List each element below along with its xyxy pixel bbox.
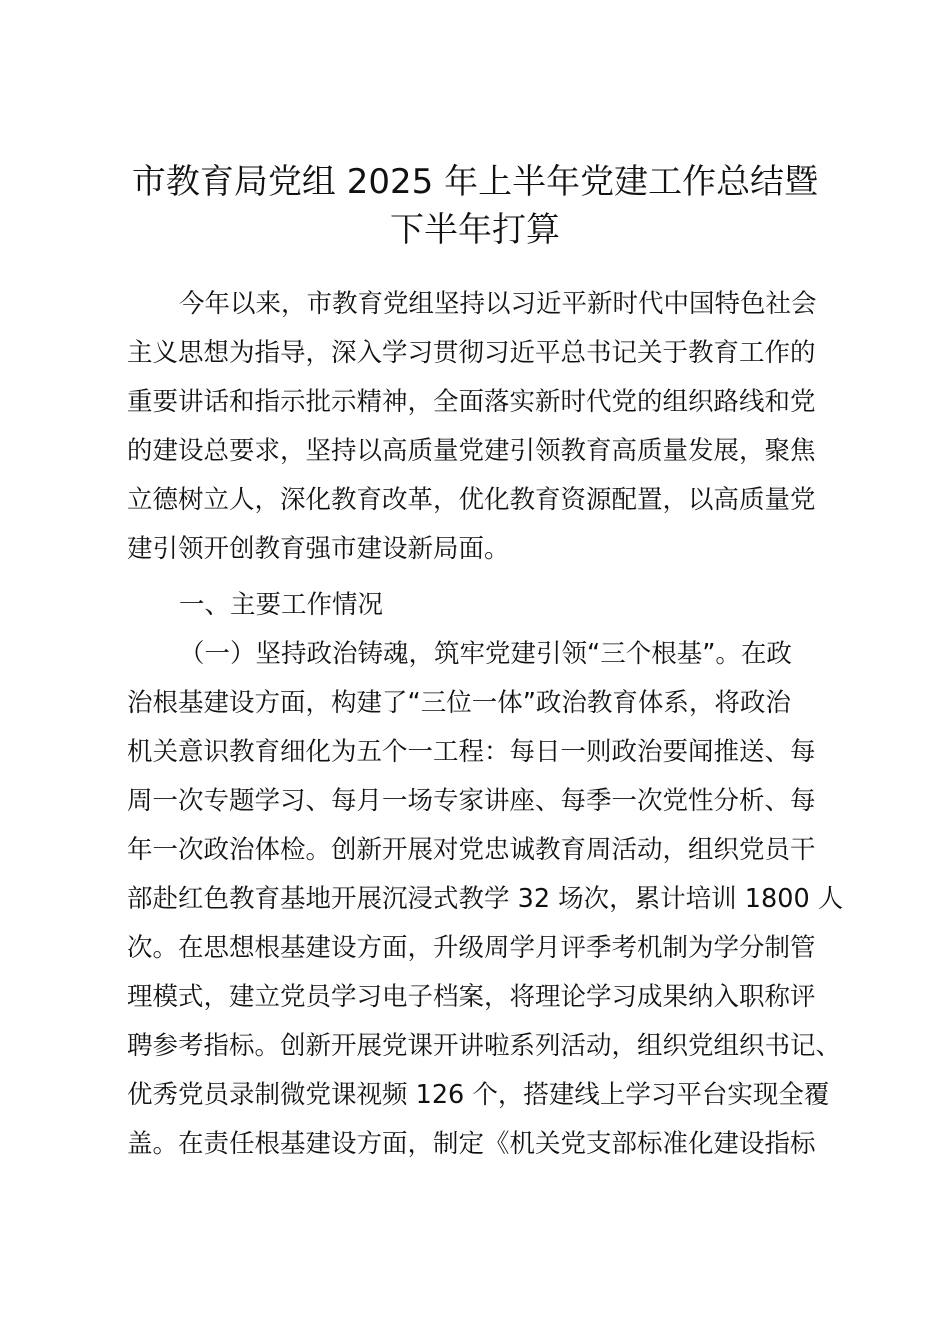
body-line-11: 周一次专题学习、每月一场专家讲座、每季一次党性分析、每 [127,786,816,816]
body-line-17: 优秀党员录制微党课视频 126 个，搭建线上学习平台实现全覆 [127,1080,830,1110]
body-line-16: 聘参考指标。创新开展党课开讲啦系列活动，组织党组织书记、 [127,1031,842,1061]
body-line-15: 理模式，建立党员学习电子档案，将理论学习成果纳入职称评 [127,982,816,1012]
body-line-10: 机关意识教育细化为五个一工程：每日一则政治要闻推送、每 [127,737,816,767]
body-line-12: 年一次政治体检。创新开展对党忠诚教育周活动，组织党员干 [127,835,816,865]
body-line-3: 重要讲话和指示批示精神，全面落实新时代党的组织路线和党 [127,387,816,417]
body-line-2: 主义思想为指导，深入学习贯彻习近平总书记关于教育工作的 [127,338,816,368]
document-title-line-2: 下半年打算 [390,210,560,250]
body-line-4: 的建设总要求，坚持以高质量党建引领教育高质量发展，聚焦 [127,436,816,466]
document-title-line-1: 市教育局党组 2025 年上半年党建工作总结暨 [131,162,819,202]
body-line-14: 次。在思想根基建设方面，升级周学月评季考机制为学分制管 [127,933,816,963]
body-line-13: 部赴红色教育基地开展沉浸式教学 32 场次，累计培训 1800 人 [127,884,844,914]
body-line-9: 治根基建设方面，构建了“三位一体”政治教育体系，将政治 [127,688,791,718]
body-line-5: 立德树立人，深化教育改革，优化教育资源配置，以高质量党 [127,485,816,515]
body-line-6: 建引领开创教育强市建设新局面。 [127,534,510,564]
body-line-8: （一）坚持政治铸魂，筑牢党建引领“三个根基”。在政 [179,639,792,669]
section-heading: 一、主要工作情况 [179,590,384,620]
body-line-1: 今年以来，市教育党组坚持以习近平新时代中国特色社会 [179,289,817,319]
body-line-18: 盖。在责任根基建设方面，制定《机关党支部标准化建设指标 [127,1129,816,1159]
